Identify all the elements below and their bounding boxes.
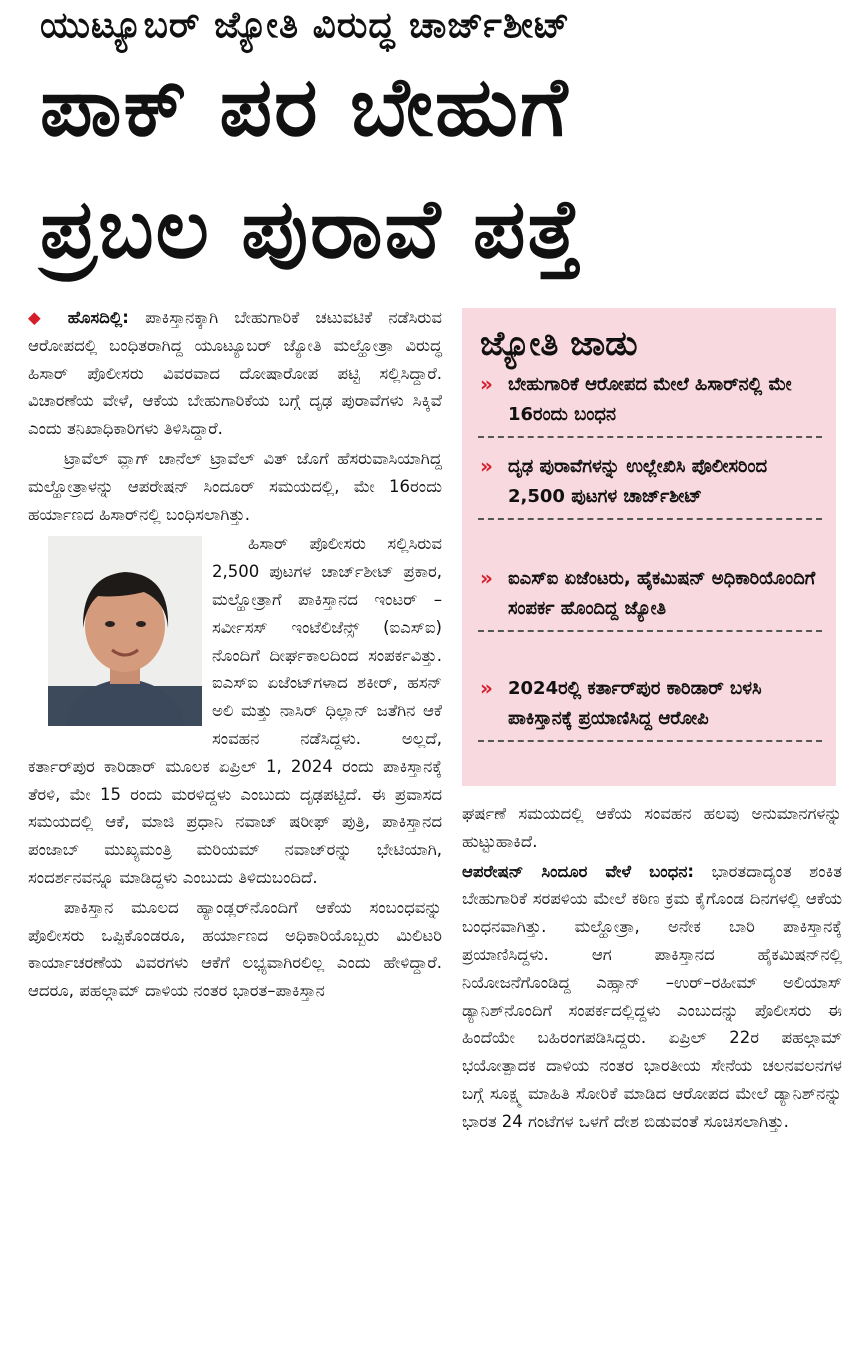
sidebar-title: ಜ್ಯೋತಿ ಜಾಡು xyxy=(480,324,638,364)
article-right-column xyxy=(462,800,842,1138)
paragraph-1-text: ಪಾಕಿಸ್ತಾನಕ್ಕಾಗಿ ಬೇಹುಗಾರಿಕೆ ಚಟುವಟಿಕೆ ನಡೆಸಿರುವ ಆರೋಪದಲ್ಲಿ ಬಂಧಿತರಾಗಿದ್ದ ಯೂಟ್ಯೂಬರ್ ಜ್ಯೋತಿ ಮಲ್ಹೋತ್ರಾ ವಿರುದ್ಧ ಹಿಸಾರ್ ಪೊಲೀಸರು ವಿವರವಾದ ದೋಷಾರೋಪ ಪಟ್ಟಿ ಸಲ್ಲಿಸಿದ್ದಾರೆ. ವಿಚಾರಣೆಯ ವೇಳೆ, ಆಕೆಯ ಬೇಹುಗಾರಿಕೆಯ ಬಗ್ಗೆ ದೃಢ ಪುರಾವೆಗಳು ಸಿಕ್ಕಿವೆ ಎಂದು ತನಿಖಾಧಿಕಾರಿಗಳು ತಿಳಿಸಿದ್ದಾರೆ. xyxy=(28,308,442,439)
article-paragraph-6 xyxy=(462,858,842,1136)
red-diamond-icon: ◆ xyxy=(28,308,52,327)
subheading: ಆಪರೇಷನ್ ಸಿಂದೂರ ವೇಳೆ ಬಂಧನ: xyxy=(462,861,695,881)
double-arrow-icon: » xyxy=(480,676,493,700)
photo-frame xyxy=(48,536,202,726)
headline-line-1: ಪಾಕ್ ಪರ ಬೇಹುಗೆ xyxy=(40,60,570,155)
double-arrow-icon: » xyxy=(480,566,493,590)
sidebar-item xyxy=(478,564,822,632)
sidebar-item xyxy=(478,674,822,742)
paragraph-6-text: ಭಾರತದಾದ್ಯಂತ ಶಂಕಿತ ಬೇಹುಗಾರಿಕೆ ಸರಪಳಿಯ ಮೇಲೆ ಕಠಿಣ ಕ್ರಮ ಕೈಗೊಂಡ ದಿನಗಳಲ್ಲಿ ಆಕೆಯ ಬಂಧನವಾಗಿತ್ತು. ಮಲ್ಹೋತ್ರಾ, ಅನೇಕ ಬಾರಿ ಪಾಕಿಸ್ತಾನಕ್ಕೆ ಪ್ರಯಾಣಿಸಿದ್ದಳು. ಆಗ ಪಾಕಿಸ್ತಾನದ ಹೈಕಮಿಷನ್‌ನಲ್ಲಿ ನಿಯೋಜನೆಗೊಂಡಿದ್ದ ಎಹ್ಸಾನ್ –ಉರ್–ರಹೀಮ್ ಅಲಿಯಾಸ್ ಡ್ಯಾನಿಶ್‌ನೊಂದಿಗೆ ಸಂಪರ್ಕದಲ್ಲಿದ್ದಳು ಎಂಬುದನ್ನು ಪೊಲೀಸರು ಈ ಹಿಂದೆಯೇ ಬಹಿರಂಗಪಡಿಸಿದ್ದರು. ಏಪ್ರಿಲ್ 22ರ ಪಹಲ್ಗಾಮ್ ಭಯೋತ್ಪಾದಕ ದಾಳಿಯ ನಂತರ ಭಾರತೀಯ ಸೇನೆಯ ಚಲನವಲನಗಳ ಬಗ್ಗೆ ಸೂಕ್ಷ್ಮ ಮಾಹಿತಿ ಸೋರಿಕೆ ಮಾಡಿದ ಆರೋಪದ ಮೇಲೆ ಡ್ಯಾನಿಶ್‌ನನ್ನು ಭಾರತ 24 ಗಂಟೆಗಳ ಒಳಗೆ ದೇಶ ಬಿಡುವಂತೆ ಸೂಚಿಸಲಾಗಿತ್ತು. xyxy=(462,861,842,1131)
double-arrow-icon: » xyxy=(480,454,493,478)
sidebar-item-text: ಬೇಹುಗಾರಿಕೆ ಆರೋಪದ ಮೇಲೆ ಹಿಸಾರ್‌ನಲ್ಲಿ ಮೇ 16ರಂದು ಬಂಧನ xyxy=(508,374,792,425)
double-arrow-icon: » xyxy=(480,372,493,396)
article-paragraph-5: ಘರ್ಷಣೆ ಸಮಯದಲ್ಲಿ ಆಕೆಯ ಸಂವಹನ ಹಲವು ಅನುಮಾನಗಳನ್ನು ಹುಟ್ಟುಹಾಕಿದೆ. xyxy=(462,804,842,851)
portrait-photo xyxy=(48,536,202,726)
article-paragraph-1 xyxy=(28,304,442,443)
headline-line-2: ಪ್ರಬಲ ಪುರಾವೆ ಪತ್ತೆ xyxy=(40,182,584,277)
article-left-column xyxy=(28,304,442,1007)
article-paragraph-4: ಪಾಕಿಸ್ತಾನ ಮೂಲದ ಹ್ಯಾಂಡ್ಲರ್‌ನೊಂದಿಗೆ ಆಕೆಯ ಸಂಬಂಧವನ್ನು ಪೊಲೀಸರು ಒಪ್ಪಿಕೊಂಡರೂ, ಹರ್ಯಾಣದ ಅಧಿಕಾರಿಯೊಬ್ಬರು ಮಿಲಿಟರಿ ಕಾರ್ಯಾಚರಣೆಯ ವಿವರಗಳು ಆಕೆಗೆ ಲಭ್ಯವಾಗಿರಲಿಲ್ಲ ಎಂದು ಹೇಳಿದ್ದಾರೆ. ಆದರೂ, ಪಹಲ್ಗಾಮ್ ದಾಳಿಯ ನಂತರ ಭಾರತ–ಪಾಕಿಸ್ತಾನ xyxy=(28,897,442,1001)
sidebar-item-text: ಐಎಸ್‌ಐ ಏಜೆಂಟರು, ಹೈಕಮಿಷನ್ ಅಧಿಕಾರಿಯೊಂದಿಗೆ ಸಂಪರ್ಕ ಹೊಂದಿದ್ದ ಜ್ಯೋತಿ xyxy=(508,568,816,619)
kicker-headline: ಯುಟ್ಯೂಬರ್ ಜ್ಯೋತಿ ವಿರುದ್ಧ ಚಾರ್ಜ್‌ಶೀಟ್ xyxy=(40,5,571,46)
sidebar-item-text: 2024ರಲ್ಲಿ ಕರ್ತಾರ್‌ಪುರ ಕಾರಿಡಾರ್ ಬಳಸಿ ಪಾಕಿಸ್ತಾನಕ್ಕೆ ಪ್ರಯಾಣಿಸಿದ್ದ ಆರೋಪಿ xyxy=(508,678,762,729)
article-paragraph-3: ಹಿಸಾರ್ ಪೊಲೀಸರು ಸಲ್ಲಿಸಿರುವ 2,500 ಪುಟಗಳ ಚಾರ್ಜ್‌ಶೀಟ್ ಪ್ರಕಾರ, ಮಲ್ಹೋತ್ರಾಗೆ ಪಾಕಿಸ್ತಾನದ ಇಂಟರ್ – ಸರ್ವೀಸಸ್ ಇಂಟೆಲಿಜೆನ್ಸ್ (ಐಎಸ್ಐ) ನೊಂದಿಗೆ ದೀರ್ಘಕಾಲದಿಂದ ಸಂಪರ್ಕವಿತ್ತು. ಐಎಸ್ಐ ಏಜೆಂಟ್‌ಗಳಾದ ಶಕೀರ್, ಹಸನ್ ಅಲಿ ಮತ್ತು ನಾಸಿರ್ ಧಿಲ್ಲಾನ್ ಜತೆಗಿನ ಆಕೆ ಸಂವಹನ ನಡೆಸಿದ್ದಳು. ಅಲ್ಲದೆ, ಕರ್ತಾರ್‌ಪುರ ಕಾರಿಡಾರ್ ಮೂಲಕ ಏಪ್ರಿಲ್ 1, 2024 ರಂದು ಪಾಕಿಸ್ತಾನಕ್ಕೆ ತೆರಳಿ, ಮೇ 15 ರಂದು ಮರಳಿದ್ದಳು ಎಂಬುದು ದೃಢಪಟ್ಟಿದೆ. ಈ ಪ್ರವಾಸದ ಸಮಯದಲ್ಲಿ ಆಕೆ, ಮಾಜಿ ಪ್ರಧಾನಿ ನವಾಜ್ ಷರೀಫ್ ಪುತ್ರಿ, ಪಾಕಿಸ್ತಾನದ ಪಂಜಾಬ್ ಮುಖ್ಯಮಂತ್ರಿ ಮರಿಯಮ್ ನವಾಜ್‌ರನ್ನು ಭೇಟಿಯಾಗಿ, ಸಂದರ್ಶನವನ್ನೂ ಮಾಡಿದ್ದಳು ಎಂಬುದು ತಿಳಿದುಬಂದಿದೆ. xyxy=(28,534,442,887)
sidebar-box xyxy=(462,308,836,786)
sidebar-item xyxy=(478,370,822,438)
sidebar-item-text: ದೃಢ ಪುರಾವೆಗಳನ್ನು ಉಲ್ಲೇಖಿಸಿ ಪೊಲೀಸರಿಂದ 2,500 ಪುಟಗಳ ಚಾರ್ಜ್‌ಶೀಟ್ xyxy=(508,456,768,507)
dateline: ಹೊಸದಿಲ್ಲಿ: xyxy=(67,308,129,327)
sidebar-item xyxy=(478,452,822,520)
article-paragraph-2: ಟ್ರಾವೆಲ್ ವ್ಲಾಗ್ ಚಾನೆಲ್ ಟ್ರಾವೆಲ್ ವಿತ್ ಜೊಗೆ ಹೆಸರುವಾಸಿಯಾಗಿದ್ದ ಮಲ್ಹೋತ್ರಾಳನ್ನು ಆಪರೇಷನ್ ಸಿಂದೂರ್ ಸಮಯದಲ್ಲಿ, ಮೇ 16ರಂದು ಹರ್ಯಾಣದ ಹಿಸಾರ್‌ನಲ್ಲಿ ಬಂಧಿಸಲಾಗಿತ್ತು. xyxy=(28,448,442,524)
